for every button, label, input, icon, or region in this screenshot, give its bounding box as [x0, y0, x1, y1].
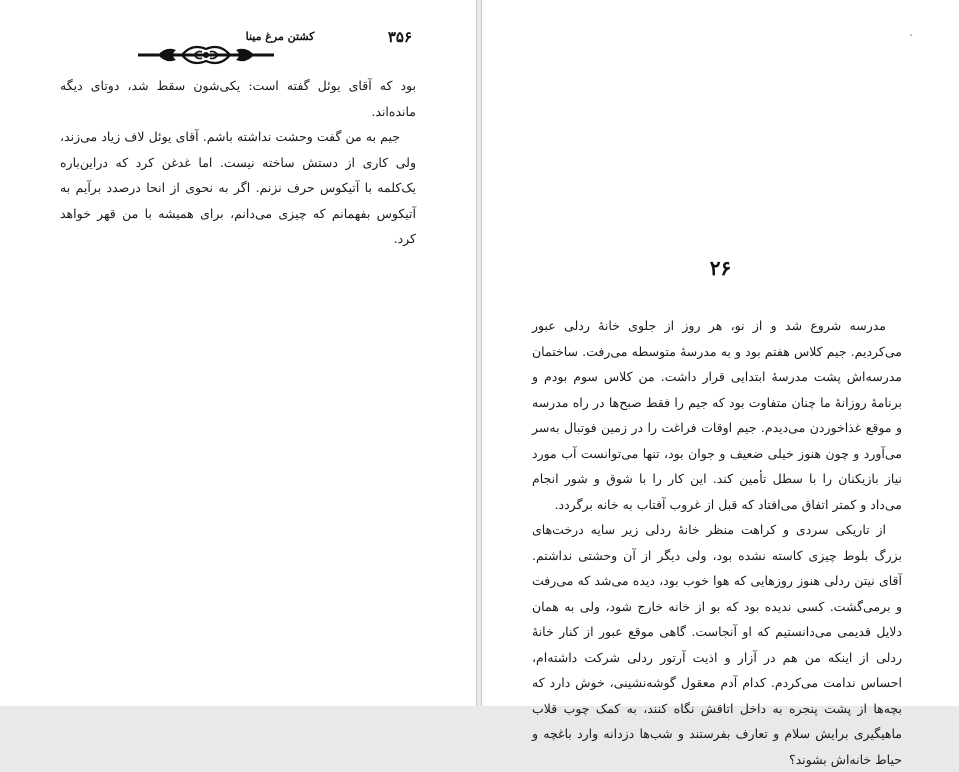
- page-speck: [910, 34, 912, 36]
- running-title: کشتن مرغ مینا: [245, 30, 315, 43]
- paragraph: مدرسه شروع شد و از نو، هر روز از جلوی خانهٔ ردلی عبور می‌کردیم. جیم کلاس هفتم بود و به مدرسهٔ متوسطه می‌رفت. ساختمان مدرسه‌اش پشت مدرسهٔ ابتدایی قرار داشت. من کلاس سوم بودم و برنامهٔ روزانهٔ ما چنان متفاوت بود که جیم را فقط صبح‌ها در راه مدرسه و موقع غذاخوردن می‌دیدم. جیم اوقات فراغت را در زمین فوتبال به‌سر می‌آورد و چون هنوز خیلی ضعیف و جوان بود، تنها می‌توانست آب مورد نیاز بازیکنان را با سطل تأمین کند. این کار را با شوق و شور انجام می‌داد و کمتر اتفاق می‌افتاد که قبل از غروب آفتاب به خانه برگردد.: [532, 318, 902, 512]
- chapter-number: ۲۶: [709, 256, 732, 280]
- paragraph: از تاریکی سردی و کراهت منظر خانهٔ ردلی زیر سایه درخت‌های بزرگ بلوط چیزی کاسته نشده بود، ولی دیگر از آن وحشتی نداشتم. آقای نیتن ردلی هنوز روزهایی که هوا خوب بود، دیده می‌شد که می‌رفت و برمی‌گشت. کسی ندیده بود که بو از خانه خارج شود، ولی به همان دلایل قدیمی می‌دانستیم که او آنجاست. گاهی موقع عبور از کنار خانهٔ ردلی از اینکه من هم در آزار و اذیت آرتور ردلی شرکت داشته‌ام، احساس ندامت می‌کردم. کدام آدم معقول گوشه‌نشینی، خوش دارد که بچه‌ها از پشت پنجره به داخل اتاقش نگاه کنند، به کمک چوب قلاب ماهیگیری برایش سلام و تعارف بفرستند و شب‌ها دزدانه وارد باغچه و حیاط خانه‌اش بشوند؟: [532, 522, 902, 767]
- right-page-body: [532, 313, 902, 772]
- page-number: ۳۵۶: [387, 28, 412, 46]
- left-page: [0, 0, 477, 706]
- left-page-body: [60, 73, 416, 252]
- paragraph: جیم به من گفت وحشت نداشته باشم. آقای یوئل لاف زیاد می‌زند، ولی کاری از دستش ساخته نیست. اما غدغن کرد که دراین‌باره یک‌کلمه با آتیکوس حرف نزنم. اگر به نحوی از انحا درصدد برآیم به آتیکوس بفهمانم که چیزی می‌دانم، برای همیشه با من قهر خواهد کرد.: [60, 129, 416, 246]
- header-ornament-icon: [136, 44, 276, 68]
- paragraph: بود که آقای یوئل گفته است: یکی‌شون سقط شد، دوتای دیگه مانده‌اند.: [60, 78, 416, 119]
- right-page: [481, 0, 959, 767]
